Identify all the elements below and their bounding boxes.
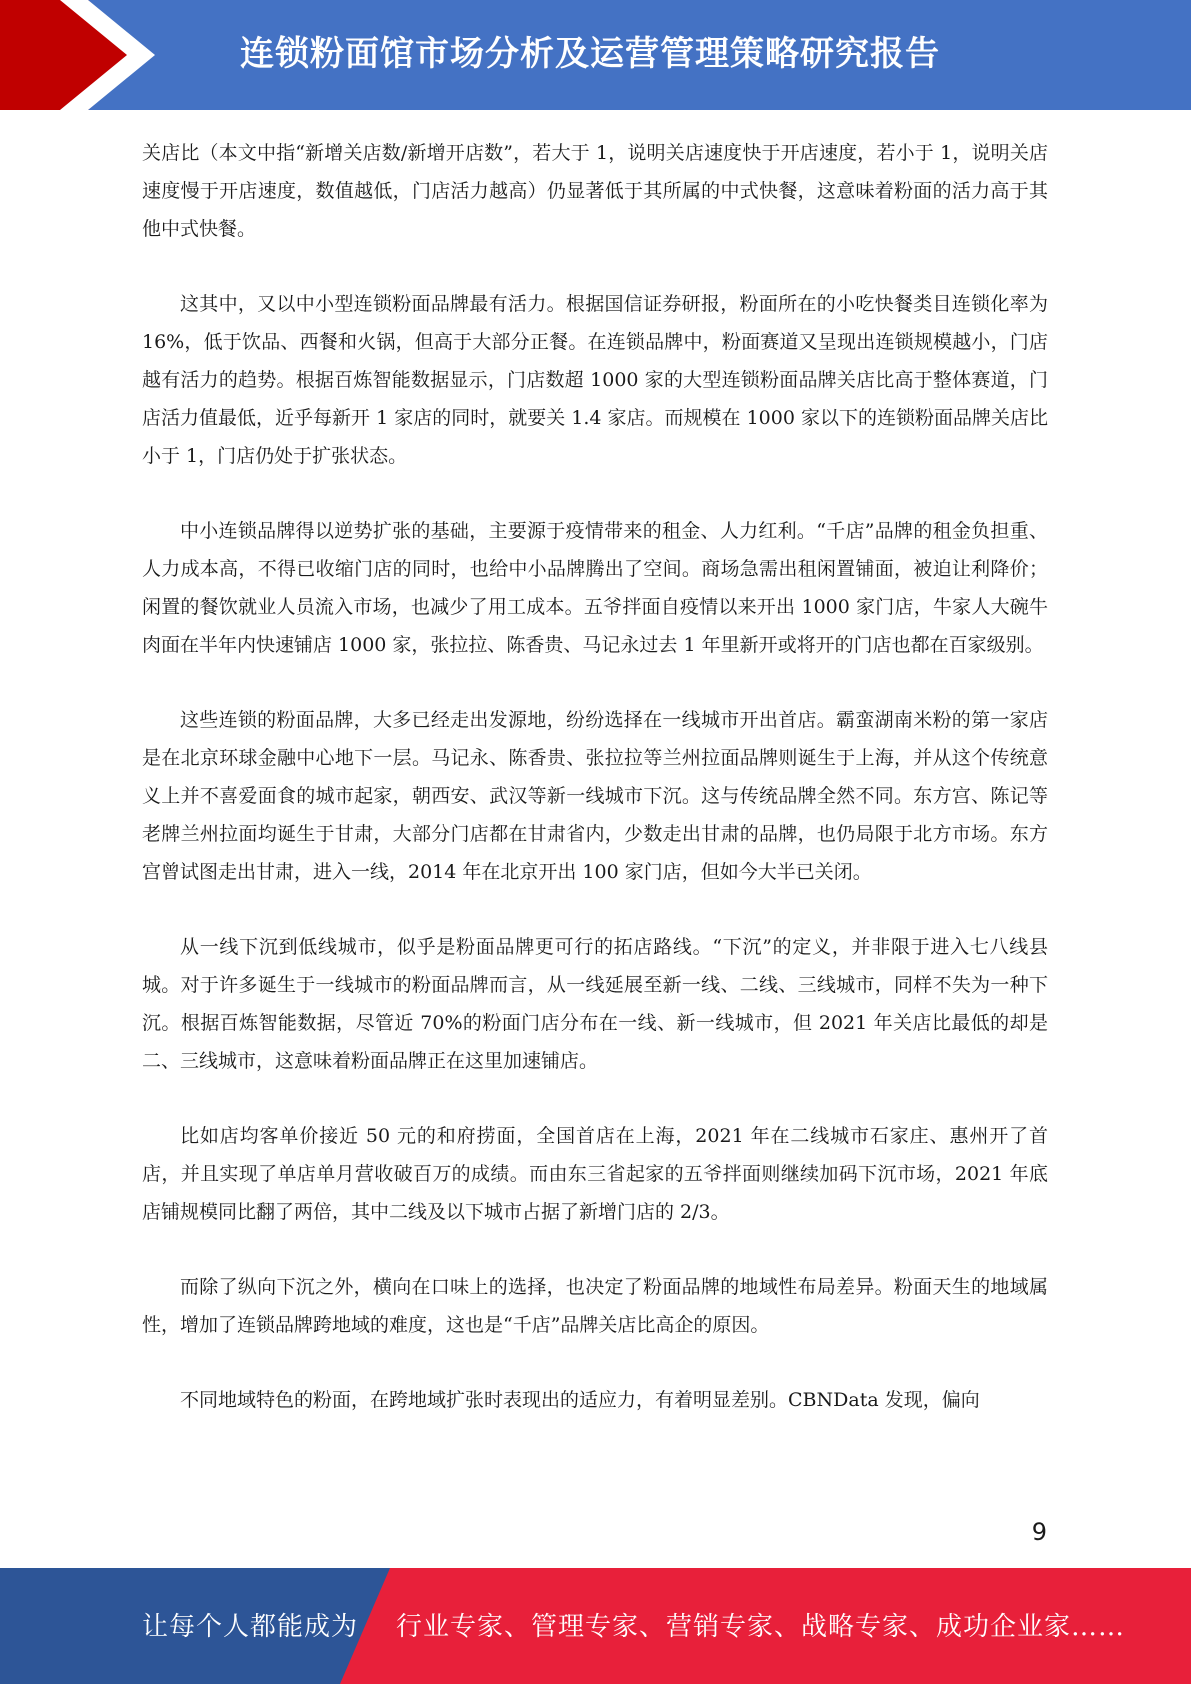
page-header: [0, 0, 1191, 110]
page-number: 9: [1031, 1518, 1047, 1546]
paragraph: 中小连锁品牌得以逆势扩张的基础，主要源于疫情带来的租金、人力红利。“千店”品牌的租金负担重、人力成本高，不得已收缩门店的同时，也给中小品牌腾出了空间。商场急需出租闲置铺面，被迫让利降价；闲置的餐饮就业人员流入市场，也减少了用工成本。五爷拌面自疫情以来开出 1000 家门店，牛家人大碗牛肉面在半年内快速铺店 1000 家，张拉拉、陈香贵、马记永过去 1 年里新开或将开的门店也都在百家级别。: [142, 520, 1048, 656]
report-title: 连锁粉面馆市场分析及运营管理策略研究报告: [240, 34, 940, 74]
paragraph: 比如店均客单价接近 50 元的和府捞面，全国首店在上海，2021 年在二线城市石家庄、惠州开了首店，并且实现了单店单月营收破百万的成绩。而由东三省起家的五爷拌面则继续加码下沉市场，2021 年底店铺规模同比翻了两倍，其中二线及以下城市占据了新增门店的 2/3。: [142, 1125, 1048, 1223]
footer-slogan-left: 让每个人都能成为: [142, 1612, 359, 1642]
paragraph: 这些连锁的粉面品牌，大多已经走出发源地，纷纷选择在一线城市开出首店。霸蛮湖南米粉的第一家店是在北京环球金融中心地下一层。马记永、陈香贵、张拉拉等兰州拉面品牌则诞生于上海，并从这个传统意义上并不喜爱面食的城市起家，朝西安、武汉等新一线城市下沉。这与传统品牌全然不同。东方宫、陈记等老牌兰州拉面均诞生于甘肃，大部分门店都在甘肃省内，少数走出甘肃的品牌，也仍局限于北方市场。东方宫曾试图走出甘肃，进入一线，2014 年在北京开出 100 家门店，但如今大半已关闭。: [142, 709, 1048, 883]
paragraph-continuation: 关店比（本文中指“新增关店数/新增开店数”，若大于 1，说明关店速度快于开店速度，若小于 1，说明关店速度慢于开店速度，数值越低，门店活力越高）仍显著低于其所属的中式快餐，这意味着粉面的活力高于其他中式快餐。: [142, 142, 1048, 240]
footer-slogan-right: 行业专家、管理专家、营销专家、战略专家、成功企业家……: [396, 1612, 1126, 1642]
paragraph: 这其中，又以中小型连锁粉面品牌最有活力。根据国信证券研报，粉面所在的小吃快餐类目连锁化率为 16%，低于饮品、西餐和火锅，但高于大部分正餐。在连锁品牌中，粉面赛道又呈现出连锁规模越小，门店越有活力的趋势。根据百炼智能数据显示，门店数超 1000 家的大型连锁粉面品牌关店比高于整体赛道，门店活力值最低，近乎每新开 1 家店的同时，就要关 1.4 家店。而规模在 1000 家以下的连锁粉面品牌关店比小于 1，门店仍处于扩张状态。: [142, 293, 1048, 467]
page-footer: [0, 1568, 1191, 1684]
paragraph: 不同地域特色的粉面，在跨地域扩张时表现出的适应力，有着明显差别。CBNData 发现，偏向: [180, 1389, 980, 1411]
paragraph: 从一线下沉到低线城市，似乎是粉面品牌更可行的拓店路线。“下沉”的定义，并非限于进入七八线县城。对于许多诞生于一线城市的粉面品牌而言，从一线延展至新一线、二线、三线城市，同样不失为一种下沉。根据百炼智能数据，尽管近 70%的粉面门店分布在一线、新一线城市，但 2021 年关店比最低的却是二、三线城市，这意味着粉面品牌正在这里加速铺店。: [142, 936, 1048, 1072]
paragraph: 而除了纵向下沉之外，横向在口味上的选择，也决定了粉面品牌的地域性布局差异。粉面天生的地域属性，增加了连锁品牌跨地域的难度，这也是“千店”品牌关店比高企的原因。: [142, 1276, 1048, 1336]
body-text: [142, 134, 1048, 1456]
